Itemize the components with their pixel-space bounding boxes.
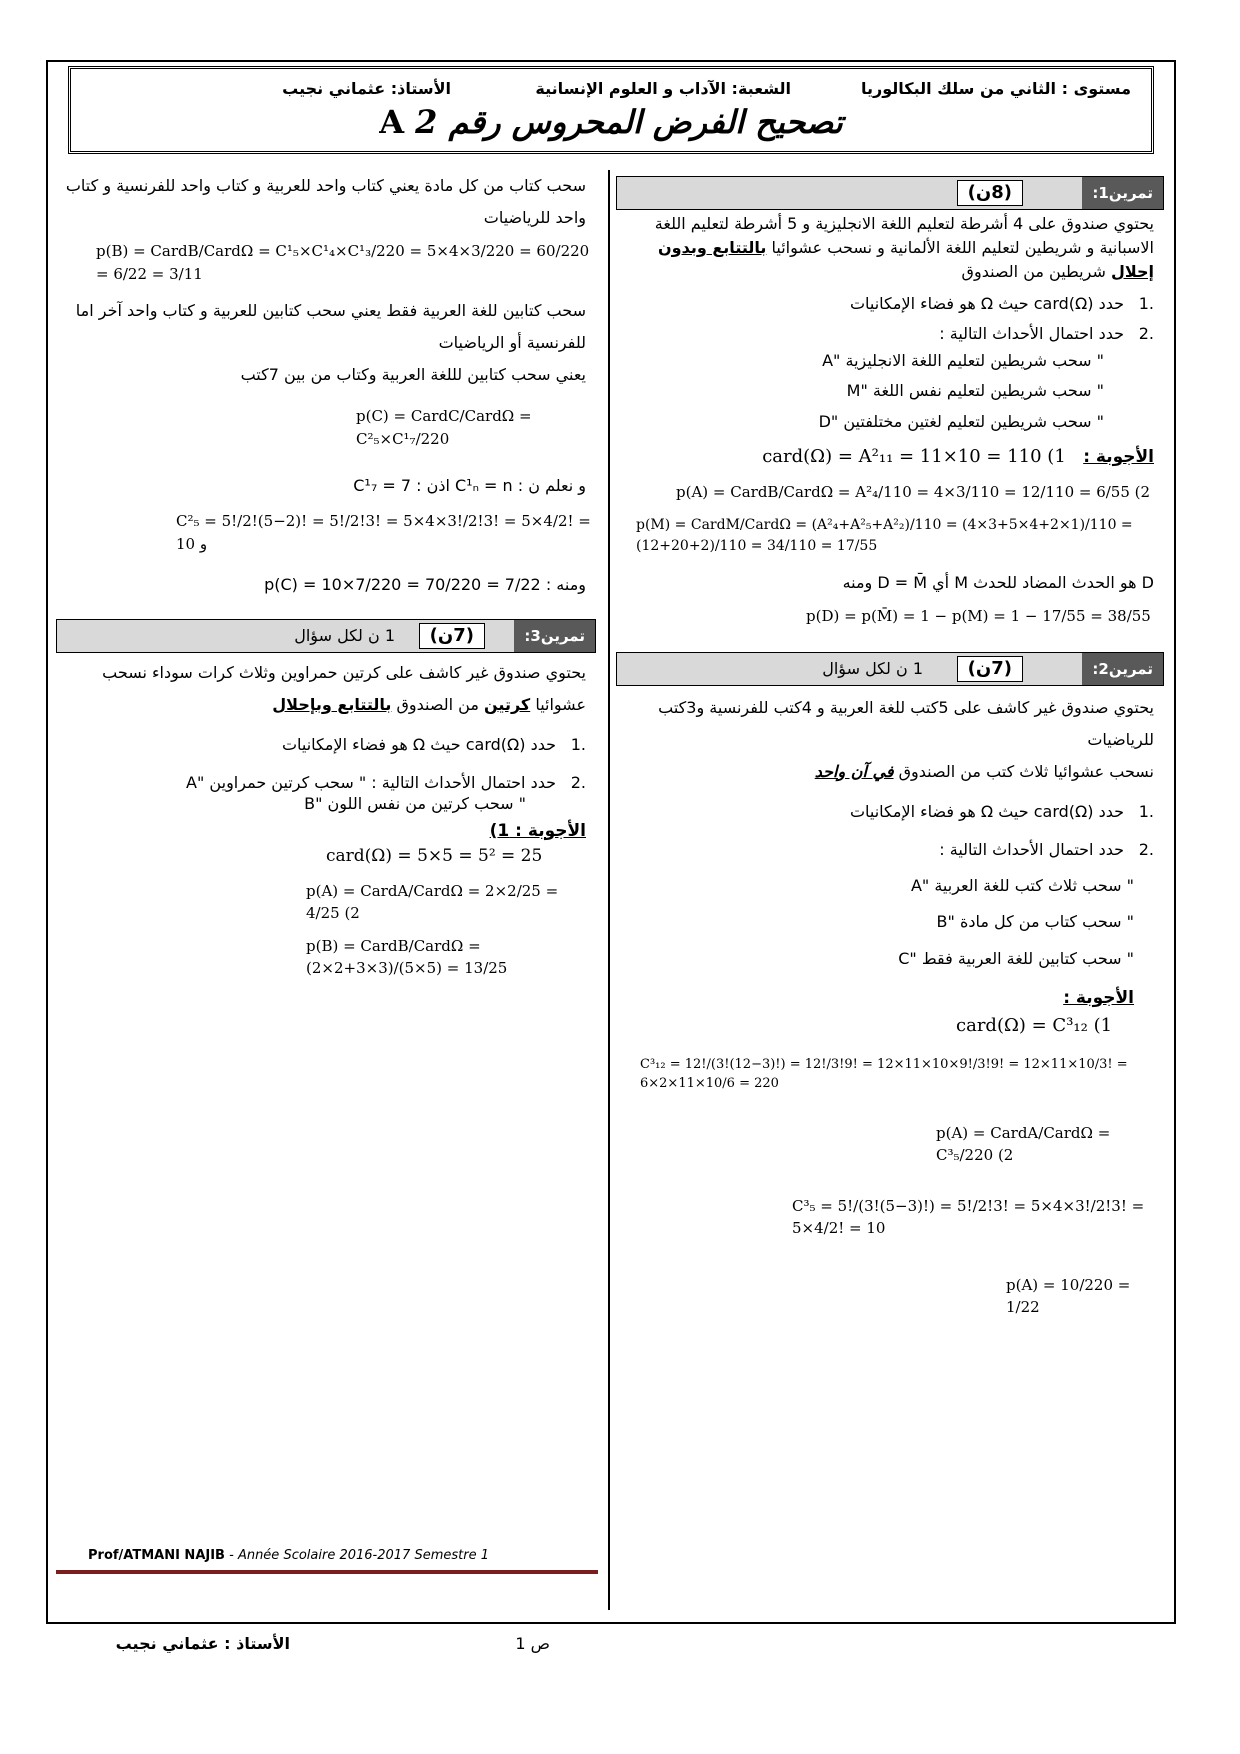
ex1-header <box>616 176 1164 210</box>
ex2-event-b: " سحب كتاب من كل مادة "B <box>936 912 1134 932</box>
ex1-points: (8ن) <box>957 180 1023 206</box>
ex2-answers-label: الأجوبة : <box>1063 988 1134 1009</box>
ex2-statement2-bold: في آن واحد <box>814 761 894 781</box>
ex3-q2: .2 حدد احتمال الأحداث التالية : " سحب كرتين حمراوين "A " سحب كرتين من نفس اللون "B <box>186 773 586 813</box>
ex2-a4: C³₅ = 5!/(3!(5−3)!) = 5!/2!3! = 5×4×3!/2!3! = 5×4/2! = 10 <box>792 1196 1145 1238</box>
ex3-header <box>56 619 596 653</box>
ex2c-pC2: ومنه : p(C) = 10×7/220 = 70/220 = 7/22 <box>264 575 586 594</box>
ex2-a5: p(A) = 10/220 = 1/22 <box>1006 1275 1131 1317</box>
ex2c-b-text: سحب كتاب من كل مادة يعني كتاب واحد للعربية و كتاب واحد للفرنسية و كتاب واحد للرياضيات <box>65 176 586 227</box>
ex2-statement2: نسحب عشوائيا ثلاث كتب من الصندوق في آن واحد <box>814 761 1154 781</box>
ex1-a3: p(M) = CardM/CardΩ = (A²₄+A²₅+A²₂)/110 = (4×3+5×4+2×1)/110 = (12+20+2)/110 = 34/110 = 17/55 <box>636 517 1133 555</box>
footer-year: Année Scolaire 2016-2017 Semestre 1 <box>237 1548 489 1563</box>
ex1-q1: .1 حدد card(Ω) حيث Ω هو فضاء الإمكانيات <box>849 294 1154 313</box>
footer-teacher: الأستاذ : عثماني نجيب <box>115 1634 290 1653</box>
ex2-q1: .1 حدد card(Ω) حيث Ω هو فضاء الإمكانيات <box>849 801 1154 821</box>
footer-rule <box>56 1570 598 1574</box>
ex3-answers-label: الأجوبة : 1) <box>489 820 586 841</box>
ex3-a2: p(A) = CardA/CardΩ = 2×2/25 = 4/25 (2 <box>306 881 559 923</box>
page-title <box>71 103 1151 141</box>
ex1-events <box>616 346 1164 437</box>
branch-text: الشعبة: الآداب و العلوم الإنسانية <box>535 79 791 98</box>
ex2-event-c: " سحب كتابين للغة العربية فقط "C <box>898 949 1134 969</box>
ex1-tag: تمرين1: <box>1082 177 1163 209</box>
ex1-answers-label: الأجوبة : <box>1083 447 1154 468</box>
ex1-event-a: " سحب شريطين لتعليم اللغة الانجليزية "A <box>822 351 1104 370</box>
ex2c-c-text2: يعني سحب كتابين لللغة العربية وكتاب من بين 7كتب <box>240 365 586 384</box>
ex2-q2: .2 حدد احتمال الأحداث التالية : <box>939 839 1154 859</box>
ex3-tag: تمرين3: <box>514 620 595 652</box>
ex3-statement-bold2: بالتتابع وبإحلال <box>272 695 392 714</box>
ex3-points: (7ن) <box>419 623 485 649</box>
ex2c-pC: p(C) = CardC/CardΩ = C²₅×C¹₇/220 <box>356 407 532 448</box>
column-divider <box>608 170 610 1610</box>
ex3-a1: card(Ω) = 5×5 = 5² = 25 <box>326 846 543 867</box>
ex3-statement-bold1: كرتين <box>484 695 531 714</box>
title-text: تصحيح الفرض المحروس رقم 2 <box>415 103 843 141</box>
ex2c-c-text: سحب كتابين للغة العربية فقط يعني سحب كتابين للعربية و كتاب واحد آخر اما للفرنسية أو الرياضيات <box>75 301 586 352</box>
ex1-a1: card(Ω) = A²₁₁ = 11×10 = 110 (1 <box>762 446 1066 468</box>
ex1-q2: .2 حدد احتمال الأحداث التالية : <box>939 324 1154 343</box>
ex3-q1: .1 حدد card(Ω) حيث Ω هو فضاء الإمكانيات <box>281 735 586 754</box>
ex2-per: 1 ن لكل سؤال <box>822 658 923 678</box>
ex3-per: 1 ن لكل سؤال <box>294 626 395 645</box>
ex1-statement: يحتوي صندوق على 4 أشرطة لتعليم اللغة الانجليزية و 5 أشرطة لتعليم اللغة الاسبانية و شريطين لتعليم اللغة الألمانية و نسحب عشوائيا بالتتابع وبدون إحلال شريطين من الصندوق <box>654 214 1154 281</box>
ex2c-c52: C²₅ = 5!/2!(5−2)! = 5!/2!3! = 5×4×3!/2!3! = 5×4/2! = 10 و <box>176 512 591 553</box>
ex2c-pB: p(B) = CardB/CardΩ = C¹₅×C¹₄×C¹₃/220 = 5×4×3/220 = 60/220 = 6/22 = 3/11 <box>96 242 590 283</box>
ex1-a2: p(A) = CardB/CardΩ = A²₄/110 = 4×3/110 = 12/110 = 6/55 (2 <box>676 482 1151 501</box>
ex1-statement-bold: بالتتابع وبدون إحلال <box>658 238 1154 281</box>
ex3-statement: يحتوي صندوق غير كاشف على كرتين حمراوين وثلاث كرات سوداء نسحب عشوائيا كرتين من الصندوق بالتتابع وبإحلال <box>102 663 586 714</box>
ex2-events <box>616 868 1164 978</box>
ex2-points: (7ن) <box>957 656 1023 682</box>
right-column <box>616 176 1164 1319</box>
left-column <box>56 170 596 980</box>
ex1-a4: D هو الحدث المضاد للحدث M أي D = M̄ ومنه <box>842 573 1154 593</box>
ex1-a5: p(D) = p(M̄) = 1 − p(M) = 1 − 17/55 = 38/55 <box>806 607 1151 626</box>
ex2-header <box>616 652 1164 686</box>
footer-author: Prof/ATMANI NAJIB <box>88 1548 225 1563</box>
ex2-tag: تمرين2: <box>1082 653 1163 685</box>
teacher-text: الأستاذ: عثماني نجيب <box>282 79 451 98</box>
header-box <box>68 66 1154 154</box>
level-text: مستوى : الثاني من سلك البكالوريا <box>861 79 1131 98</box>
ex2-statement: يحتوي صندوق غير كاشف على 5كتب للغة العربية و 4كتب للفرنسية و3كتب للرياضيات <box>658 697 1154 749</box>
ex2-a3: p(A) = CardA/CardΩ = C³₅/220 (2 <box>936 1123 1111 1165</box>
ex2c-know: و نعلم ن : C¹ₙ = n اذن : C¹₇ = 7 <box>353 476 586 495</box>
ex3-a3: p(B) = CardB/CardΩ = (2×2+3×3)/(5×5) = 13/25 <box>306 936 508 978</box>
ex2-a2: C³₁₂ = 12!/(3!(12−3)!) = 12!/3!9! = 12×11×10×9!/3!9! = 12×11×10/3! = 6×2×11×10/6 = 220 <box>640 1056 1128 1092</box>
ex2-a1: card(Ω) = C³₁₂ (1 <box>956 1014 1113 1036</box>
footer-note: Prof/ATMANI NAJIB - Année Scolaire 2016-2017 Semestre 1 <box>88 1548 489 1563</box>
ex1-event-m: " سحب شريطين لتعليم نفس اللغة "M <box>846 381 1104 401</box>
title-suffix: A <box>379 103 405 141</box>
ex1-event-d: " سحب شريطين لتعليم لغتين مختلفتين "D <box>818 411 1104 431</box>
ex2-event-a: " سحب ثلاث كتب للغة العربية "A <box>910 875 1134 895</box>
ex1-answers <box>616 443 1164 471</box>
footer-page: ص 1 <box>515 1634 550 1653</box>
